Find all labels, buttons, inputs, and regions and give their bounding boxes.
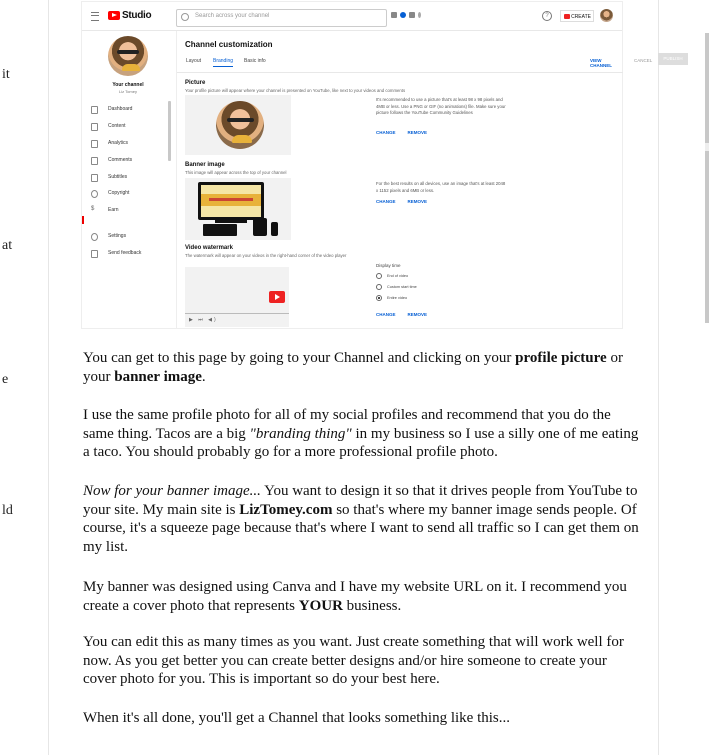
text-run: so that's where my banner image sends people. Of course, it's a squeeze page because that's where I want to send all traffic so I can get them on my list. — [83, 501, 639, 555]
sidebar-item-analytics[interactable] — [91, 139, 171, 149]
paragraph — [83, 406, 643, 462]
studio-logo-text[interactable]: Studio — [122, 10, 152, 21]
fragment-text: at — [2, 238, 13, 253]
sidebar-item-comments[interactable] — [91, 156, 171, 166]
watermark-preview — [185, 267, 289, 327]
sidebar-item-feedback[interactable] — [91, 249, 171, 259]
studio-screenshot — [82, 2, 683, 328]
search-placeholder: Search across your channel — [195, 13, 270, 19]
scrollbar-thumb[interactable] — [705, 151, 709, 323]
phone-device-preview — [271, 222, 278, 236]
live-dot-icon[interactable] — [400, 12, 406, 18]
earn-icon: $ — [91, 206, 95, 212]
paragraph — [83, 578, 643, 615]
studio-topbar — [82, 2, 622, 31]
account-avatar[interactable] — [600, 9, 613, 22]
tablet-device-preview — [253, 218, 267, 236]
channel-name: Liz Tomey — [119, 89, 137, 94]
player-controls-icon: ▶ ⏭ ◀) — [189, 317, 218, 323]
cancel-button[interactable]: CANCEL — [634, 58, 653, 63]
gear-icon — [91, 233, 98, 241]
tab-bar — [185, 58, 615, 68]
text-run: You want to design it so that it drives people from YouTube to your site. My main site is — [83, 483, 638, 518]
sidebar-item-dashboard[interactable] — [91, 105, 171, 115]
sidebar-item-label: Settings — [108, 233, 127, 239]
profile-picture — [216, 101, 264, 149]
sidebar-item-label: Subtitles — [108, 174, 128, 180]
customization-panel — [176, 31, 683, 328]
scrollbar-thumb[interactable] — [705, 33, 709, 143]
column-divider-right — [658, 0, 659, 755]
feedback-icon — [91, 250, 98, 258]
change-banner-button[interactable]: CHANGE — [376, 199, 396, 204]
watermark-section-desc: The watermark will appear on your videos in the right-hand corner of the video player — [185, 253, 347, 258]
tv-device-preview — [198, 182, 264, 220]
panel-icon[interactable] — [409, 12, 415, 18]
sunglasses-shape — [117, 50, 139, 54]
paragraph: You can edit this as many times as you want. Just create something that will work well for now. As you get better you can create better designs and/or hire someone to create your cover photo for you. This is important so do your best here. — [83, 634, 624, 687]
italic-text: Now for your banner image... — [83, 483, 261, 499]
picture-actions — [376, 130, 439, 135]
italic-text: "branding thing" — [249, 425, 352, 442]
radio-label: Entire video — [387, 296, 408, 300]
studio-sidebar — [82, 31, 174, 328]
bold-text: YOUR — [298, 597, 343, 614]
page-title: Channel customization — [185, 40, 273, 49]
sidebar-scrollbar[interactable] — [168, 101, 171, 161]
display-time-label: Display time — [376, 263, 401, 268]
radio-custom-start[interactable] — [376, 284, 382, 290]
picture-guidelines-text: It's recommended to use a picture that's at least 98 x 98 pixels and 4MB or less. Use a PNG or GIF (no animations) file. Make sure your picture follows the YouTube Community Guidelines — [376, 97, 506, 115]
text-run: You can get to this page by going to your Channel and clicking on your — [83, 350, 516, 366]
sidebar-item-label: Comments — [108, 157, 133, 163]
left-column-fragments — [0, 0, 48, 755]
taco-shape — [122, 64, 140, 71]
copyright-icon — [91, 190, 98, 198]
fragment-text: e — [2, 372, 9, 387]
dashboard-icon — [91, 106, 98, 114]
text-run: or your — [83, 350, 623, 385]
text-run: I use the same profile photo for all of my social profiles and recommend that you do the same thing. Tacos are a big — [83, 407, 611, 442]
subtitles-icon — [91, 174, 98, 182]
radio-label: Custom start time — [387, 285, 417, 289]
radio-end-of-video[interactable] — [376, 273, 382, 279]
remove-banner-button[interactable]: REMOVE — [407, 199, 428, 204]
sidebar-item-label: Dashboard — [108, 106, 133, 112]
content-icon — [91, 123, 98, 131]
sidebar-item-copyright[interactable] — [91, 189, 171, 199]
grid-icon[interactable] — [391, 12, 397, 18]
banner-actions — [376, 199, 439, 204]
bold-text: profile picture — [515, 350, 607, 366]
divider — [177, 72, 623, 73]
text-run: My banner was designed using Canva and I have my website URL on it. I recommend you create a cover photo that represents — [83, 579, 627, 614]
text-run: business. — [342, 597, 402, 614]
search-input[interactable] — [176, 9, 387, 27]
watermark-actions — [376, 312, 439, 317]
fragment-text: it — [2, 67, 10, 82]
player-progress-bar — [185, 313, 289, 314]
help-icon[interactable]: ? — [542, 11, 552, 21]
active-indicator — [82, 216, 84, 224]
channel-avatar[interactable] — [108, 36, 148, 76]
your-channel-label: Your channel — [112, 82, 144, 88]
view-channel-link[interactable]: VIEW CHANNEL — [590, 58, 612, 68]
profile-picture-preview — [185, 95, 291, 155]
paragraph — [83, 349, 643, 386]
laptop-device-preview — [203, 224, 237, 236]
sidebar-item-earn[interactable] — [91, 206, 171, 216]
search-icon — [181, 13, 189, 21]
tab-layout[interactable]: Layout — [186, 58, 202, 64]
analytics-icon — [91, 140, 98, 148]
banner-preview — [185, 178, 291, 240]
youtube-logo-icon[interactable] — [108, 11, 120, 20]
column-divider — [48, 0, 49, 755]
main-scrollbar[interactable] — [705, 33, 709, 323]
banner-section-desc: This image will appear across the top of your channel — [185, 170, 287, 175]
tab-branding[interactable]: Branding — [213, 58, 233, 67]
sunglasses-shape — [227, 118, 254, 122]
banner-art — [201, 194, 261, 206]
bold-text: banner image — [114, 368, 202, 385]
sidebar-item-label: Content — [108, 123, 126, 129]
watermark-logo-icon — [269, 291, 285, 303]
radio-entire-video[interactable] — [376, 295, 382, 301]
remove-picture-button[interactable]: REMOVE — [407, 130, 428, 135]
create-button[interactable]: CREATE — [560, 10, 594, 22]
bold-text: LizTomey.com — [239, 501, 333, 518]
pin-icon[interactable] — [418, 12, 421, 18]
sidebar-item-label: Earn — [108, 207, 119, 213]
radio-label: End of video — [387, 274, 409, 278]
picture-section-title: Picture — [185, 80, 206, 86]
banner-guidelines-text: For the best results on all devices, use an image that's at least 2048 x 1152 pixels and 6MB or less. — [376, 181, 506, 193]
sidebar-item-label: Copyright — [108, 190, 130, 196]
sidebar-item-label: Send feedback — [108, 250, 142, 256]
sidebar-item-settings[interactable] — [91, 232, 171, 242]
picture-section-desc: Your profile picture will appear where your channel is presented on YouTube, like next to your videos and comments — [185, 88, 406, 93]
banner-section-title: Banner image — [185, 162, 225, 168]
sidebar-item-subtitles[interactable] — [91, 173, 171, 183]
paragraph: When it's all done, you'll get a Channel that looks something like this... — [83, 710, 511, 726]
taco-shape — [232, 135, 252, 143]
sidebar-item-label: Analytics — [108, 140, 129, 146]
text-run: in my business so I use a silly one of me eating a taco. You should probably go for a more professional profile photo. — [83, 425, 639, 460]
publish-button[interactable]: PUBLISH — [658, 53, 688, 65]
hamburger-menu-icon[interactable] — [91, 12, 99, 21]
tab-basic-info[interactable]: Basic info — [244, 58, 266, 64]
comments-icon — [91, 157, 98, 165]
paragraph — [83, 482, 643, 556]
text-run: . — [201, 368, 206, 385]
change-picture-button[interactable]: CHANGE — [376, 130, 396, 135]
sidebar-item-content[interactable] — [91, 122, 171, 132]
change-watermark-button[interactable]: CHANGE — [376, 312, 396, 317]
tv-stand — [215, 220, 247, 223]
remove-watermark-button[interactable]: REMOVE — [407, 312, 428, 317]
watermark-section-title: Video watermark — [185, 245, 233, 251]
fragment-text: ld — [2, 503, 13, 518]
